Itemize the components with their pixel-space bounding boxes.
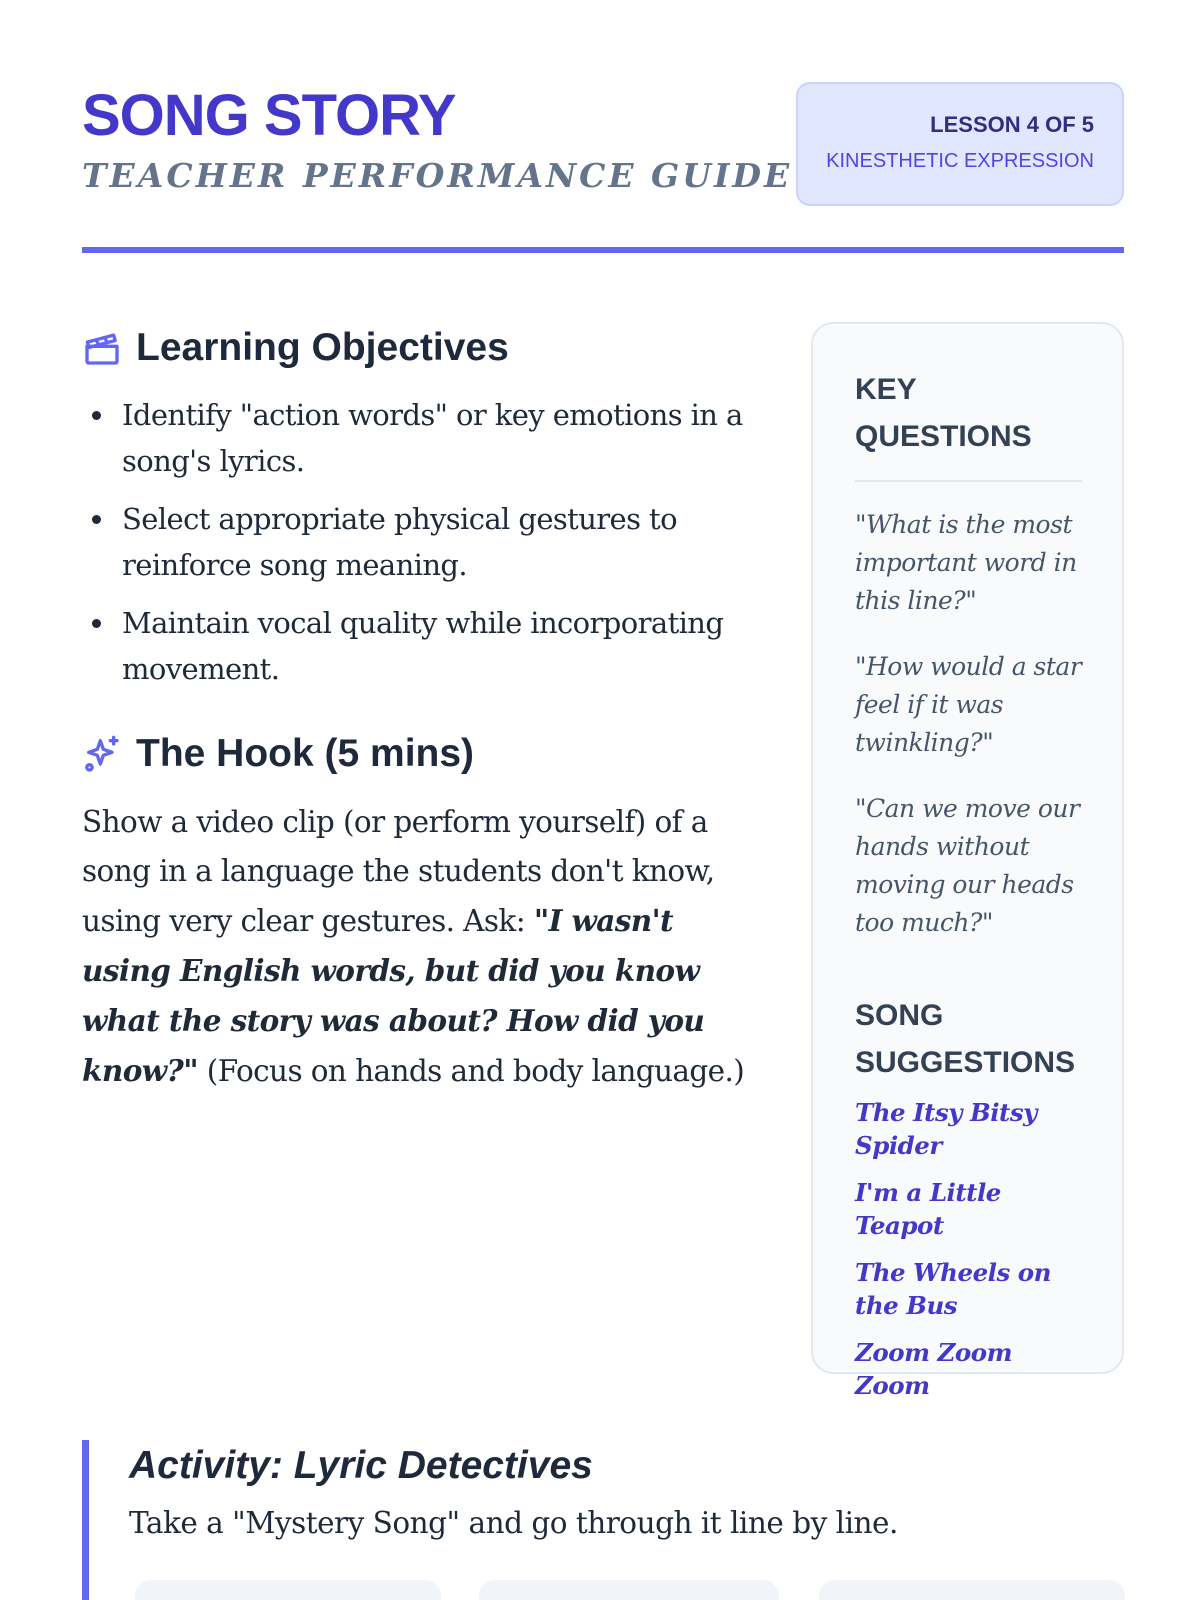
- header-divider: [82, 247, 1124, 253]
- song-suggestion: Zoom Zoom Zoom: [855, 1338, 1013, 1400]
- objectives-heading: Learning Objectives: [136, 326, 509, 369]
- song-suggestion: The Itsy Bitsy Spider: [855, 1098, 1037, 1160]
- page-subtitle: TEACHER PERFORMANCE GUIDE: [82, 156, 793, 195]
- sidebar-divider: [855, 480, 1082, 482]
- hook-heading: The Hook (5 mins): [136, 732, 475, 775]
- key-question: "Can we move our hands without moving our heads too much?": [855, 794, 1080, 937]
- activity-section: [82, 1440, 1124, 1600]
- objectives-list: [92, 392, 762, 692]
- activity-card: [479, 1580, 779, 1600]
- sidebar-panel: [811, 322, 1124, 1400]
- activity-card: [819, 1580, 1125, 1600]
- lesson-number: LESSON 4 OF 5: [930, 112, 1094, 137]
- sparkles-icon: [82, 734, 122, 774]
- song-suggestion: I'm a Little Teapot: [855, 1178, 1001, 1240]
- main-content: [82, 324, 762, 1096]
- hook-header: [82, 730, 762, 778]
- activity-heading: Activity: Lyric Detectives: [129, 1444, 593, 1487]
- song-suggestions-title: SONG SUGGESTIONS: [855, 999, 1076, 1079]
- objectives-header: [82, 324, 762, 372]
- song-suggestion: The Wheels on the Bus: [855, 1258, 1051, 1320]
- key-question: "What is the most important word in this line?": [855, 510, 1077, 615]
- key-questions-title: KEY QUESTIONS: [855, 373, 1032, 453]
- lesson-badge: [796, 82, 1124, 206]
- list-item: Select appropriate physical gestures to reinforce song meaning.: [92, 496, 762, 588]
- list-item: Maintain vocal quality while incorporating movement.: [92, 600, 762, 692]
- hook-paragraph: [82, 798, 762, 1096]
- page-title: SONG STORY: [82, 83, 456, 148]
- hook-text-after: (Focus on hands and body language.): [198, 1054, 745, 1088]
- activity-card: [135, 1580, 441, 1600]
- activity-text: Take a "Mystery Song" and go through it line by line.: [129, 1506, 898, 1540]
- key-question: "How would a star feel if it was twinkling?": [855, 652, 1082, 757]
- hook-quote: "I wasn't using English words, but did you know what the story was about? How did you know?": [82, 903, 705, 1088]
- hook-text-before: Show a video clip (or perform yourself) of a song in a language the students don't know, using very clear gestures. Ask:: [82, 805, 715, 938]
- clapperboard-icon: [82, 328, 122, 368]
- list-item: Identify "action words" or key emotions in a song's lyrics.: [92, 392, 762, 484]
- lesson-type: KINESTHETIC EXPRESSION: [826, 150, 1094, 172]
